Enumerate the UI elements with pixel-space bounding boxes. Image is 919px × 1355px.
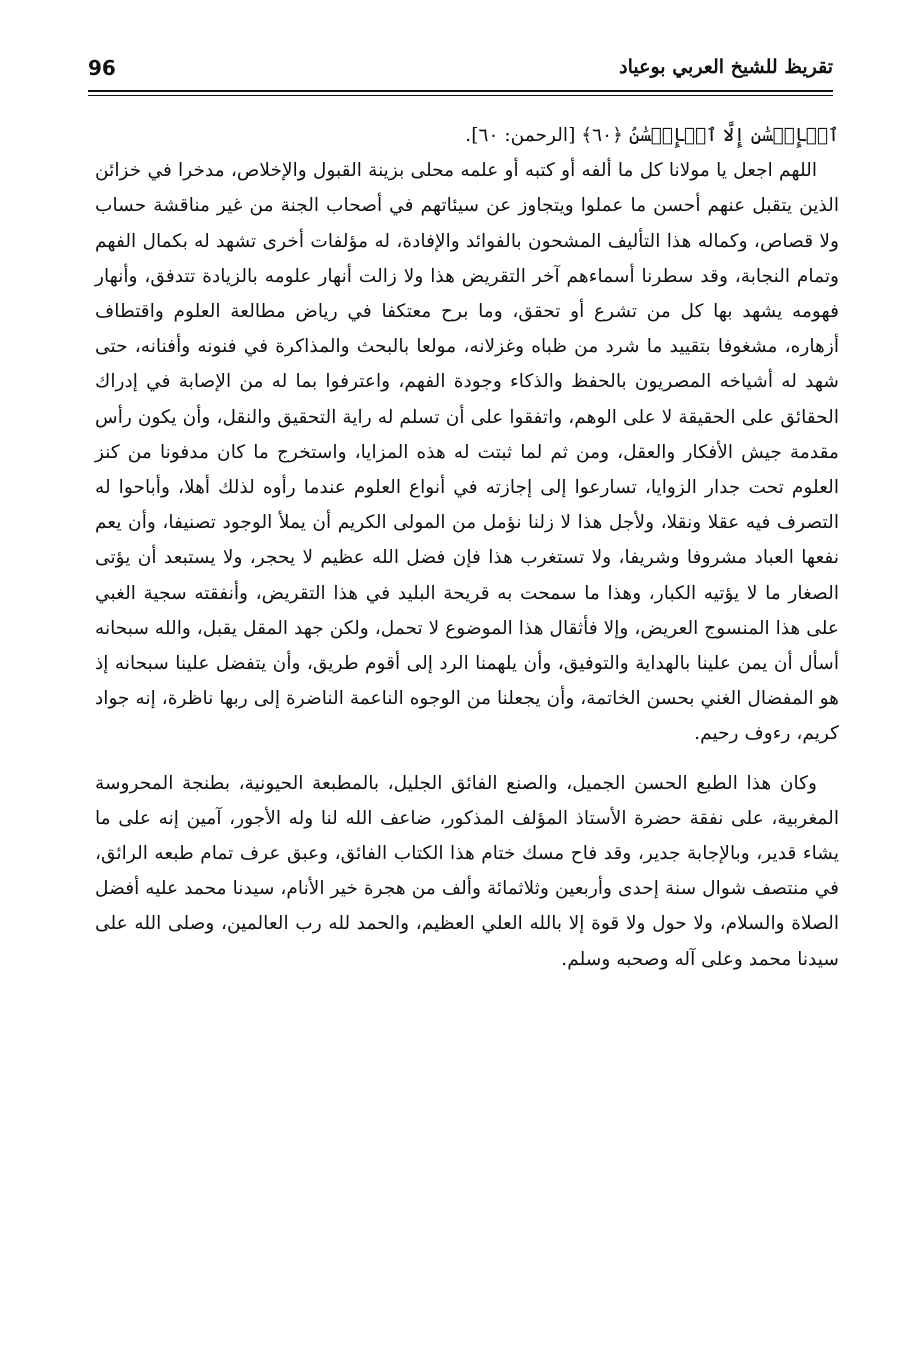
- running-title: تقريظ للشيخ العربي بوعياد: [619, 56, 833, 78]
- header-rule-thin: [88, 95, 833, 96]
- paragraph-colophon: وكان هذا الطبع الحسن الجميل، والصنع الفائق الجليل، بالمطبعة الحيونية، بطنجة المحروسة المغربية، على نفقة حضرة الأستاذ المؤلف المذكور، ضاعف الله لنا وله الأجور، آمين إنه على ما يشاء قدير، وبالإجابة جدير، وقد فاح مسك ختام هذا الكتاب الفائق، وعبق عرف تمام طبعه الرائق، في منتصف شوال سنة إحدى وأربعين وثلاثمائة وألف من هجرة خير الأنام، سيدنا محمد عليه أفضل الصلاة والسلام، ولا حول ولا قوة إلا بالله العلي العظيم، والحمد لله رب العالمين، وصلى الله على سيدنا محمد وعلى آله وصحبه وسلم.: [95, 772, 839, 970]
- page-header: [88, 56, 833, 88]
- page-number: 96: [88, 56, 116, 80]
- header-rule-thick: [88, 90, 833, 92]
- quran-verse-line: ٱلۡإِحۡسَٰنِ إِلَّا ٱلۡإِحۡسَٰنُ ﴿٦٠﴾ [الرحمن: ٦٠].: [465, 125, 839, 146]
- paragraph-prayer: اللهم اجعل يا مولانا كل ما ألفه أو كتبه أو علمه محلى بزينة القبول والإخلاص، مدخرا في خزائن الذين يتقبل عنهم أحسن ما عملوا ويتجاوز عن سيئاتهم في أصحاب الجنة من غير مناقشة حساب ولا قصاص، وكماله هذا التأليف المشحون بالفوائد والإفادة، له مؤلفات أخرى تشهد له بكمال الفهم وتمام النجابة، وقد سطرنا أسماءهم آخر التقريض هذا ولا زالت أنهار علومه بالزيادة تتدفق، وأنهار فهومه يشهد بها كل من تشرع أو تحقق، وما برح معتكفا في رياض مطالعة العلوم واقتطاف أزهاره، مشغوفا بتقييد ما شرد من ظباه وغزلانه، مولعا بالبحث والمذاكرة في فنونه وأفنانه، حتى شهد له أشياخه المصريون بالحفظ والذكاء وجودة الفهم، واعترفوا بما له من الإصابة في إدراك الحقائق على الحقيقة لا على الوهم، واتفقوا على أن تسلم له راية التحقيق والنقل، وأن يكون رأس مقدمة جيش الأفكار والعقل، ومن ثم لما ثبتت له هذه المزايا، واستخرج ما كان مدفونا من كنز العلوم تحت جدار الزوايا، تسارعوا إلى إجازته في أنواع العلوم عندما رأوه لذلك أهلا، وأباحوا له التصرف فيه عقلا ونقلا، ولأجل هذا لا زلنا نؤمل من المولى الكريم أن يملأ الوجود تصنيفا، وأن يعم نفعها العباد مشروفا وشريفا، ولا تستغرب هذا فإن فضل الله عظيم لا يحجر، ولا يستبعد أن يؤتى الصغار ما لا يؤتيه الكبار، وهذا ما سمحت به قريحة البليد في هذا التقريض، وأنفقته سجية الغبي على هذا المنسوج العريض، وإلا فأثقال هذا الموضوع لا تحمل، ولكن جهد المقل يقبل، والله سبحانه أسأل أن يمن علينا بالهداية والتوفيق، وأن يلهمنا الرد إلى أقوم طريق، وأن يتفضل علينا سبحانه إذ هو المفضال الغني بحسن الخاتمة، وأن يجعلنا من الوجوه الناعمة الناضرة إلى ربها ناظرة، إنه جواد كريم، رءوف رحيم.: [95, 160, 839, 745]
- body-text: [95, 118, 839, 977]
